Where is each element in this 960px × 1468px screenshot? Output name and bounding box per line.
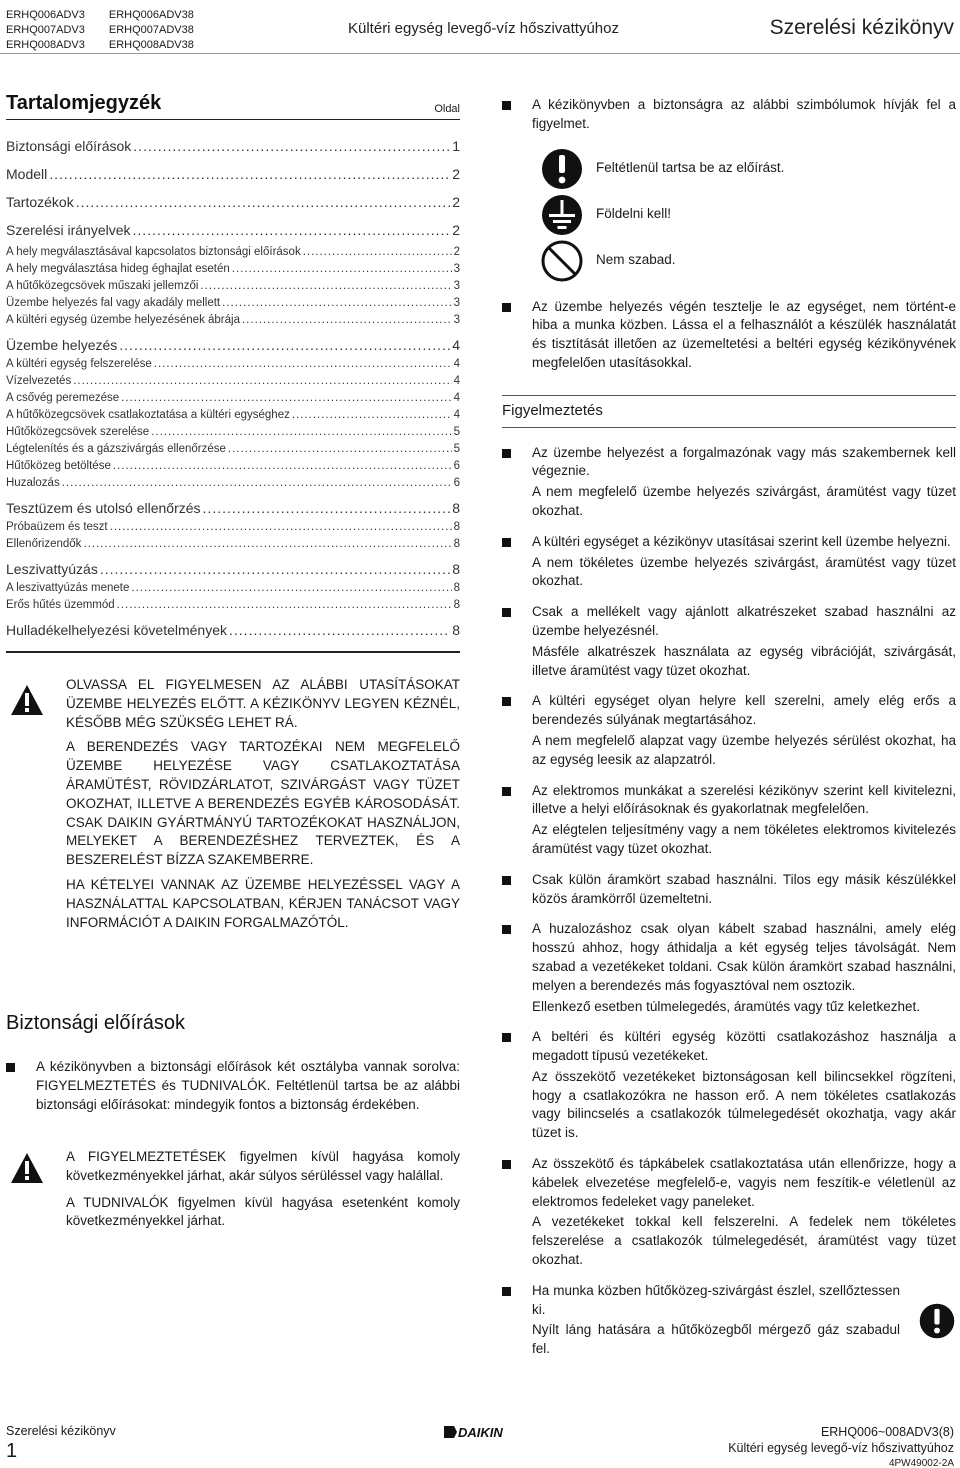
- toc-leader-dots: [62, 475, 452, 492]
- symbol-row: [540, 192, 956, 238]
- symbol-label: Nem szabad.: [596, 252, 676, 268]
- toc-entry[interactable]: [6, 424, 460, 441]
- toc-leader-dots: [154, 356, 452, 373]
- toc-page-label: Oldal: [434, 103, 460, 115]
- toc-entry[interactable]: [6, 160, 460, 188]
- warning-list: [502, 444, 956, 1359]
- warning-paragraph: Az elégtelen teljesítmény vagy a nem tökéletes elektromos kivitelezés áramütést vagy tüzet okozhat.: [532, 822, 956, 856]
- exclamation-icon: [918, 1302, 956, 1340]
- warning-paragraph: Az elektromos munkákat a szerelési kézikönyv szerint kell kivitelezni, illetve a helyi előírásoknak és gyakorlatnak megfelelően.: [532, 782, 956, 817]
- exclamation-icon: [540, 147, 584, 191]
- toc-list: [6, 132, 460, 641]
- symbol-row: [540, 238, 956, 284]
- warning-item-text: [532, 782, 956, 859]
- toc-entry[interactable]: [6, 278, 460, 295]
- warning-paragraph: Nyílt láng hatására a hűtőközegből mérgező gáz szabadul fel.: [532, 1322, 900, 1357]
- footer-subtitle: Kültéri egység levegő-víz hőszivattyúhoz: [728, 1441, 954, 1455]
- warning-paragraph: A nem tökéletes üzembe helyezés szivárgást, áramütést vagy tüzet okozhat.: [532, 554, 956, 589]
- warning-item: [502, 1028, 956, 1143]
- toc-entry-page: 6: [453, 460, 460, 472]
- warning-paragraph: Ha munka közben hűtőközeg-szivárgást észlel, szellőztessen ki.: [532, 1282, 900, 1317]
- warning-level-paragraph: A TUDNIVALÓK figyelmen kívül hagyása esetenként komoly következményekkel járhat.: [66, 1194, 460, 1229]
- toc-entry-page: 3: [453, 297, 460, 309]
- toc-entry-page: 6: [453, 477, 460, 489]
- toc-entry-title: Hulladékelhelyezési követelmények: [6, 622, 228, 638]
- model-code: ERHQ007ADV3: [6, 24, 85, 36]
- symbols-intro: [502, 96, 956, 134]
- footer-doc-code: 4PW49002-2A: [888, 1458, 954, 1468]
- toc-title: Tartalomjegyzék: [6, 92, 162, 114]
- symbol-label: Feltétlenül tartsa be az előírást.: [596, 160, 785, 176]
- toc-entry[interactable]: [6, 244, 460, 261]
- toc-leader-dots: [292, 407, 452, 424]
- footer-right: [728, 1424, 954, 1468]
- bullet-square: [502, 449, 511, 458]
- page-header: [0, 0, 960, 54]
- toc-entry-page: 2: [452, 166, 460, 182]
- toc-entry-title: Huzalozás: [6, 477, 60, 489]
- page-number: 1: [6, 1440, 18, 1462]
- bullet-square: [502, 1287, 511, 1296]
- daikin-logo: [444, 1424, 518, 1440]
- warning-level-paragraph: A FIGYELMEZTETÉSEK figyelmen kívül hagyása komoly következményekkel járhat, akár súlyos sérüléssel vagy halállal.: [66, 1149, 460, 1183]
- symbols-intro-text: A kézikönyvben a biztonságra az alábbi szimbólumok hívják fel a figyelmet.: [532, 97, 956, 131]
- warning-paragraph: A vezetékeket tokkal kell felszerelni. A fedelek nem tökéletes felszerelése a csatlakozók túlmelegedését, áramütést vagy tüzet okozhat.: [532, 1214, 956, 1268]
- toc-entry[interactable]: [6, 373, 460, 390]
- toc-entry-page: 8: [453, 521, 460, 533]
- toc-leader-dots: [100, 559, 450, 580]
- toc-entry-title: A leszivattyúzás menete: [6, 582, 130, 594]
- warning-levels-block: [6, 1148, 460, 1239]
- toc-entry[interactable]: [6, 498, 460, 519]
- toc-entry-page: 1: [452, 138, 460, 154]
- warning-triangle-icon: [10, 684, 44, 716]
- caps-warning-block: [6, 676, 460, 938]
- toc-leader-dots: [133, 216, 451, 244]
- warning-item-text: [532, 533, 956, 591]
- toc-entry[interactable]: [6, 536, 460, 553]
- toc-entry[interactable]: [6, 458, 460, 475]
- bullet-square: [502, 303, 511, 312]
- toc-entry[interactable]: [6, 356, 460, 373]
- toc-leader-dots: [133, 132, 450, 160]
- toc-entry-page: 3: [453, 314, 460, 326]
- toc-leader-dots: [49, 160, 450, 188]
- warning-triangle-icon: [10, 1152, 44, 1184]
- toc-leader-dots: [113, 458, 452, 475]
- symbol-label: Földelni kell!: [596, 206, 672, 222]
- prohibited-icon: [540, 239, 584, 283]
- caps-paragraph: OLVASSA EL FIGYELMESEN AZ ALÁBBI UTASÍTÁSOKAT ÜZEMBE HELYEZÉS ELŐTT. A KÉZIKÖNYV LEGYEN KÉZNÉL, KÉSŐBB MÉG SZÜKSÉG LEHET RÁ.: [66, 677, 460, 730]
- warning-paragraph: Az üzembe helyezést a forgalmazónak vagy más szakembernek kell végeznie.: [532, 444, 956, 479]
- toc-entry-title: A hűtőközegcsövek csatlakoztatása a kültéri egységhez: [6, 409, 290, 421]
- toc-entry-title: Tartozékok: [6, 194, 74, 210]
- warning-paragraph: A nem megfelelő alapzat vagy üzembe helyezés sérülést okozhat, ha az egység leesik az alapzatról.: [532, 732, 956, 767]
- toc-entry[interactable]: [6, 407, 460, 424]
- warning-item: [502, 444, 956, 521]
- toc-entry-title: Üzembe helyezés: [6, 337, 118, 353]
- warning-item-text: [532, 1282, 900, 1359]
- toc-entry[interactable]: [6, 519, 460, 536]
- toc-entry-title: A kültéri egység üzembe helyezésének ábrája: [6, 314, 240, 326]
- warning-item: [502, 1155, 956, 1270]
- footer-model-range: ERHQ006~008ADV3(8): [820, 1425, 954, 1439]
- toc-entry-title: Leszivattyúzás: [6, 561, 98, 577]
- toc-leader-dots: [203, 498, 451, 519]
- toc-entry-page: 4: [453, 358, 460, 370]
- toc-entry[interactable]: [6, 390, 460, 407]
- warning-item-text: [532, 603, 956, 680]
- warning-paragraph: A beltéri és kültéri egység közötti csatlakozáshoz használja a megadott típusú vezetékeket.: [532, 1029, 956, 1064]
- toc-leader-dots: [117, 597, 452, 614]
- toc-entry-page: 8: [453, 599, 460, 611]
- model-column-2: [109, 8, 194, 53]
- toc-entry-title: A hűtőközegcsövek műszaki jellemzői: [6, 280, 199, 292]
- caps-paragraph: A BERENDEZÉS VAGY TARTOZÉKAI NEM MEGFELELŐ ÜZEMBE HELYEZÉSE VAGY CSATLAKOZTATÁSA ÁRAMÜTÉST, RÖVIDZÁRLATOT, SZIVÁRGÁST VAGY TÜZET OKOZHAT, ILLETVE A BERENDEZÉS EGYÉB KÁROSODÁSÁT. CSAK DAIKIN GYÁRTMÁNYÚ TARTOZÉKOKAT HASZNÁLJON, MELYEKET A BERENDEZÉSHEZ TERVEZTEK, ÉS A BESZERELÉST BÍZZA SZAKEMBERRE.: [66, 739, 460, 868]
- warning-paragraph: Csak külön áramkört szabad használni. Tilos egy másik készülékkel közös áramkörről üzemeltetni.: [532, 871, 956, 906]
- toc-entry-page: 2: [452, 222, 460, 238]
- toc-entry-page: 3: [453, 280, 460, 292]
- warning-item: [502, 871, 956, 909]
- toc-leader-dots: [151, 424, 451, 441]
- toc-entry[interactable]: [6, 441, 460, 458]
- warning-item: [502, 533, 956, 591]
- toc-entry-page: 5: [453, 426, 460, 438]
- warning-item: [502, 782, 956, 859]
- toc-entry[interactable]: [6, 335, 460, 356]
- toc-entry-title: Hűtőközegcsövek szerelése: [6, 426, 150, 438]
- toc-leader-dots: [200, 278, 451, 295]
- warning-section-title: Figyelmeztetés: [502, 395, 956, 428]
- warning-levels-text: [66, 1148, 460, 1231]
- toc-entry[interactable]: [6, 132, 460, 160]
- warning-item: [502, 1282, 956, 1359]
- caps-paragraph: HA KÉTELYEI VANNAK AZ ÜZEMBE HELYEZÉSSEL VAGY A HASZNÁLATTAL KAPCSOLATBAN, KÉRJEN TANÁCSOT VAGY INFORMÁCIÓT A DAIKIN FORGALMAZÓTÓL.: [66, 876, 460, 930]
- table-of-contents: [6, 92, 460, 653]
- toc-entry-title: Próbaüzem és teszt: [6, 521, 108, 533]
- right-column: [502, 96, 956, 1371]
- bullet-square: [502, 101, 511, 110]
- toc-leader-dots: [229, 620, 450, 641]
- warning-item: [502, 603, 956, 680]
- warning-paragraph: A huzalozáshoz csak olyan kábelt szabad használni, amely elég hosszú ahhoz, hogy áthidalja a két egység teljes távolságát. Nem szabad a vezetékeket toldani. Csak külön áramkört szabad használni, melyen a berendezés más fogyasztóval nem osztozik.: [532, 921, 956, 993]
- toc-leader-dots: [131, 580, 451, 597]
- toc-entry-title: Biztonsági előírások: [6, 138, 132, 154]
- warning-paragraph: Másféle alkatrészek használata az egység vibrációját, szivárgását, illetve áramütést vagy tüzet okozhat.: [532, 643, 956, 678]
- bullet-square: [502, 1160, 511, 1169]
- toc-entry[interactable]: [6, 312, 460, 329]
- warning-paragraph: Az összekötő vezetékeket biztonságosan kell bilincsekkel rögzíteni, hogy a csatlakozókra ne hasson erő. A nem tökéletes csatlakozás vagy bilincselés a csatlakozók túlmelegedését okozhatja, vagy akár tüzet is.: [532, 1068, 956, 1141]
- toc-entry-title: A hely megválasztásával kapcsolatos biztonsági előírások: [6, 246, 301, 258]
- toc-leader-dots: [121, 390, 451, 407]
- caps-warning-text: [66, 676, 460, 932]
- ground-icon: [540, 193, 584, 237]
- test-note-text: Az üzembe helyezés végén tesztelje le az egységet, nem történt-e hiba a munka közben. Lássa el a felhasználót a készülék használatát és tisztítását illetően az üzemeltetési a beltéri egység kézikönyvének megfelelően utasításokkal.: [532, 298, 956, 370]
- toc-entry[interactable]: [6, 620, 460, 641]
- toc-entry[interactable]: [6, 295, 460, 312]
- warning-item-text: [532, 871, 956, 909]
- toc-entry-page: 8: [452, 500, 460, 516]
- toc-entry-title: Tesztüzem és utolsó ellenőrzés: [6, 500, 201, 516]
- toc-leader-dots: [119, 335, 450, 356]
- toc-entry-title: Hűtőközeg betöltése: [6, 460, 111, 472]
- toc-entry-title: Vízelvezetés: [6, 375, 72, 387]
- warning-item: [502, 692, 956, 769]
- model-code: ERHQ007ADV38: [108, 24, 194, 36]
- section-title: Biztonsági előírások: [6, 1012, 185, 1034]
- bullet-square: [502, 538, 511, 547]
- bullet-square: [502, 925, 511, 934]
- toc-entry-page: 4: [453, 375, 460, 387]
- toc-entry-title: Modell: [6, 166, 48, 182]
- toc-entry-title: A hely megválasztása hideg éghajlat esetén: [6, 263, 230, 275]
- safety-intro: [6, 1058, 460, 1114]
- bullet-square: [6, 1063, 15, 1072]
- warning-paragraph: A nem megfelelő üzembe helyezés szivárgást, áramütést vagy tüzet okozhat.: [532, 484, 956, 518]
- toc-entry-page: 3: [453, 263, 460, 275]
- bullet-square: [502, 787, 511, 796]
- warning-paragraph: Ellenkező esetben túlmelegedés, áramütés vagy tűz keletkezhet.: [532, 998, 920, 1014]
- warning-item-text: [532, 1155, 956, 1270]
- toc-divider: [6, 651, 460, 653]
- toc-entry-page: 4: [452, 337, 460, 353]
- warning-paragraph: A kültéri egységet olyan helyre kell szerelni, amely elég erős a berendezés súlyának megtartásához.: [532, 693, 956, 728]
- warning-paragraph: Az összekötő és tápkábelek csatlakoztatása után ellenőrizze, hogy a kábelek elvezetése megfelelő-e, vagyis nem feszítik-e véletlenül az elektromos fedeleket vagy paneleket.: [532, 1156, 956, 1209]
- toc-leader-dots: [222, 295, 451, 312]
- header-title: Szerelési kézikönyv: [769, 16, 954, 39]
- bullet-square: [502, 608, 511, 617]
- model-code: ERHQ008ADV38: [108, 39, 194, 51]
- model-column-1: [6, 8, 85, 53]
- toc-leader-dots: [232, 261, 452, 278]
- toc-entry-title: A csővég peremezése: [6, 392, 120, 404]
- toc-entry-page: 2: [452, 194, 460, 210]
- warning-item-text: [532, 1028, 956, 1143]
- model-list: [6, 8, 194, 53]
- toc-leader-dots: [303, 244, 452, 261]
- toc-entry-page: 2: [453, 246, 460, 258]
- warning-paragraph: Csak a mellékelt vagy ajánlott alkatrészeket szabad használni az üzembe helyezésnél.: [532, 604, 956, 638]
- bullet-square: [502, 697, 511, 706]
- toc-entry[interactable]: [6, 597, 460, 614]
- safety-intro-text: A kézikönyvben a biztonsági előírások két osztályba vannak sorolva: FIGYELMEZTETÉS és TUDNIVALÓK. Feltétlenül tartsa be az alábbi biztonsági előírásokat: mindegyik fontos a biztonság érdekében.: [36, 1059, 460, 1112]
- bullet-square: [502, 876, 511, 885]
- toc-entry-title: A kültéri egység felszerelése: [6, 358, 152, 370]
- toc-entry-page: 8: [452, 561, 460, 577]
- toc-entry-page: 4: [453, 392, 460, 404]
- toc-entry-title: Ellenőrizendők: [6, 538, 82, 550]
- toc-entry[interactable]: [6, 559, 460, 580]
- warning-item-text: [532, 920, 956, 1016]
- test-note: [502, 298, 956, 373]
- header-subtitle: Kültéri egység levegő-víz hőszivattyúhoz: [348, 20, 619, 37]
- model-code: ERHQ008ADV3: [6, 39, 85, 51]
- toc-entry[interactable]: [6, 188, 460, 216]
- toc-entry[interactable]: [6, 475, 460, 492]
- toc-entry[interactable]: [6, 216, 460, 244]
- toc-entry-title: Üzembe helyezés fal vagy akadály mellett: [6, 297, 221, 309]
- toc-leader-dots: [242, 312, 452, 329]
- toc-entry-page: 8: [452, 622, 460, 638]
- warning-paragraph: A kültéri egységet a kézikönyv utasításai szerint kell üzembe helyezni.: [532, 533, 951, 549]
- footer-manual-label: Szerelési kézikönyv: [6, 1424, 116, 1438]
- model-code: ERHQ006ADV38: [108, 9, 194, 21]
- toc-header: [6, 92, 460, 120]
- model-code: ERHQ006ADV3: [6, 9, 85, 21]
- toc-entry-page: 5: [453, 443, 460, 455]
- toc-entry-page: 8: [453, 582, 460, 594]
- symbol-row: [540, 146, 956, 192]
- toc-entry[interactable]: [6, 580, 460, 597]
- toc-entry-title: Erős hűtés üzemmód: [6, 599, 115, 611]
- toc-leader-dots: [110, 519, 452, 536]
- warning-item: [502, 920, 956, 1016]
- toc-leader-dots: [73, 373, 451, 390]
- toc-entry-title: Légtelenítés és a gázszivárgás ellenőrzése: [6, 443, 226, 455]
- toc-leader-dots: [83, 536, 451, 553]
- logo-text: DAIKIN: [458, 1425, 503, 1440]
- warning-item-text: [532, 444, 956, 521]
- toc-leader-dots: [76, 188, 451, 216]
- toc-leader-dots: [228, 441, 452, 458]
- toc-entry[interactable]: [6, 261, 460, 278]
- warning-item-text: [532, 692, 956, 769]
- toc-entry-page: 4: [453, 409, 460, 421]
- toc-entry-title: Szerelési irányelvek: [6, 222, 131, 238]
- bullet-square: [502, 1033, 511, 1042]
- toc-entry-page: 8: [453, 538, 460, 550]
